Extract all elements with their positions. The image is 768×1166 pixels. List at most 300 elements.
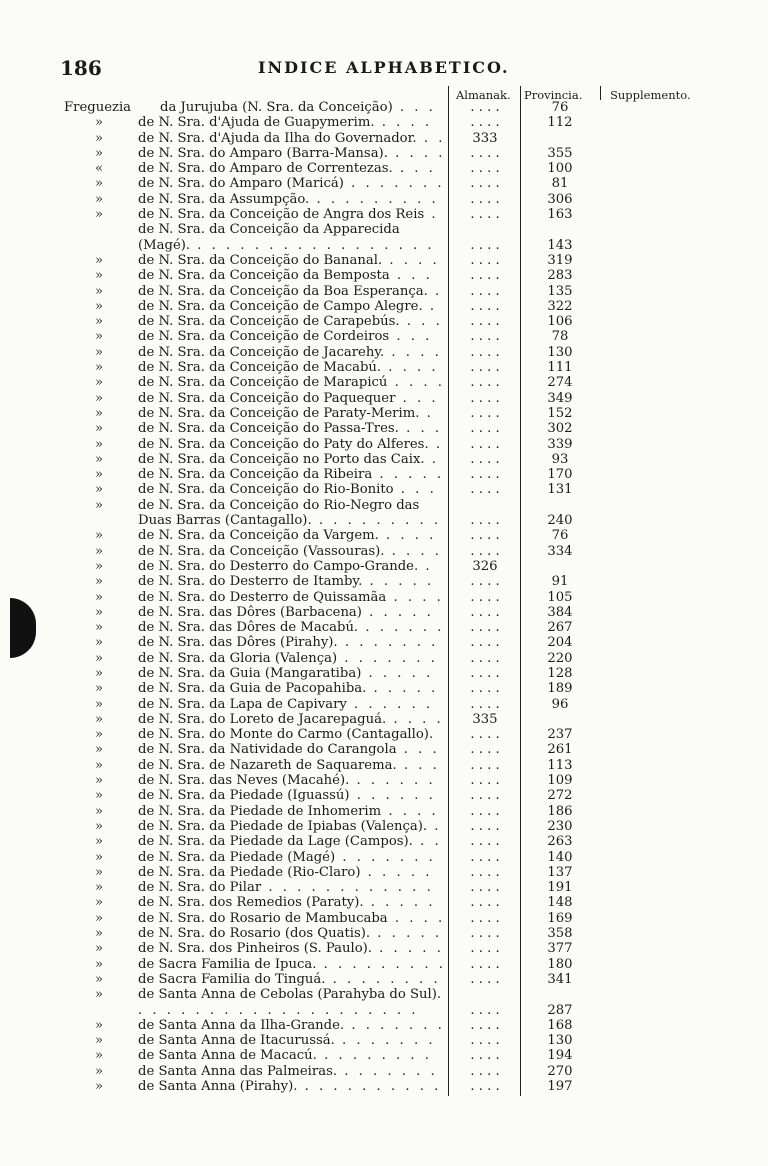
entry-description: de Santa Anna de Itacurussá. . . . . . . . (138, 1033, 436, 1049)
index-entry (0, 207, 768, 222)
provincia-page: 355 (547, 145, 573, 161)
ditto-mark: » (94, 497, 104, 513)
index-entry (0, 1064, 768, 1079)
ditto-mark: » (94, 788, 104, 804)
provincia-page: 78 (551, 329, 569, 345)
provincia-page: 91 (551, 574, 569, 590)
ditto-mark: » (94, 467, 104, 483)
index-entry (0, 544, 768, 559)
provincia-page: 130 (547, 1033, 573, 1049)
entry-description: de N. Sra. da Conceição de Jacarehy. . . . . (138, 344, 442, 360)
index-entry (0, 329, 768, 344)
entry-description: de N. Sra. da Natividade do Carangola . . . (138, 742, 440, 758)
almanak-page: . . . . (470, 1079, 500, 1094)
ditto-mark: » (94, 390, 104, 406)
ditto-mark: » (94, 207, 104, 223)
entry-description: de Santa Anna das Palmeiras. . . . . . . . (138, 1063, 438, 1079)
almanak-page: . . . . (470, 360, 500, 376)
entry-description: de N. Sra. do Rosario (dos Quatis). . . . . . (138, 926, 443, 942)
column-header-provincia: Provincia. (524, 88, 583, 102)
entry-description: de Santa Anna de Cebolas (Parahyba do Sul). . . . . . . . . . . . . . . . . . . . . (138, 987, 442, 1018)
ditto-mark: » (94, 834, 104, 850)
ditto-mark: » (94, 818, 104, 834)
almanak-page: . . . . (470, 818, 500, 834)
entry-description: de N. Sra. do Desterro de Quissamãa . . . . (138, 589, 444, 605)
ditto-mark: » (94, 589, 104, 605)
ditto-mark: » (94, 971, 104, 987)
almanak-page: . . . . (470, 1048, 500, 1064)
ditto-mark: » (94, 1063, 104, 1079)
index-entry (0, 605, 768, 620)
provincia-page: 135 (547, 283, 573, 299)
index-entry (0, 926, 768, 941)
almanak-page: . . . . (470, 268, 500, 284)
entry-description: de N. Sra. do Rosario de Mambucaba . . . . (138, 910, 446, 926)
index-entry (0, 758, 768, 773)
entry-description: de N. Sra. das Dôres (Barbacena) . . . . . (138, 604, 434, 620)
entry-description: de N. Sra. da Conceição da Boa Esperança. . (138, 283, 443, 299)
provincia-page: 261 (547, 742, 573, 758)
provincia-page: 186 (547, 803, 573, 819)
ditto-mark: » (94, 436, 104, 452)
almanak-page: . . . . (470, 252, 500, 268)
almanak-page: . . . . (470, 513, 500, 529)
index-entry (0, 635, 768, 650)
ditto-mark: » (94, 191, 104, 207)
almanak-page: . . . . (470, 742, 500, 758)
ditto-mark: » (94, 344, 104, 360)
almanak-page: . . . . (470, 773, 500, 789)
ditto-mark: » (94, 1079, 104, 1094)
provincia-page: 180 (547, 956, 573, 972)
index-entry (0, 299, 768, 314)
ditto-mark: » (94, 405, 104, 421)
provincia-page: 163 (547, 207, 573, 223)
ditto-mark: » (94, 956, 104, 972)
index-entry (0, 911, 768, 926)
provincia-page: 189 (547, 681, 573, 697)
provincia-page: 230 (547, 818, 573, 834)
provincia-page: 128 (547, 665, 573, 681)
provincia-page: 267 (547, 620, 573, 636)
almanak-page: . . . . (470, 620, 500, 636)
almanak-page: . . . . (470, 314, 500, 330)
provincia-page: 339 (547, 436, 573, 452)
almanak-page: . . . . (470, 849, 500, 865)
ditto-mark: » (94, 926, 104, 942)
index-entry (0, 773, 768, 788)
page-number: 186 (60, 56, 102, 80)
ditto-mark: » (94, 528, 104, 544)
index-entry (0, 941, 768, 956)
provincia-page: 322 (547, 298, 573, 314)
index-entry (0, 406, 768, 421)
almanak-page: . . . . (470, 528, 500, 544)
provincia-page: 341 (547, 971, 573, 987)
provincia-page: 93 (551, 451, 569, 467)
index-entry (0, 651, 768, 666)
ditto-mark: » (94, 252, 104, 268)
index-entry (0, 788, 768, 803)
index-entry (0, 697, 768, 712)
entry-description: de N. Sra. da Conceição de Macabú. . . . . (138, 360, 439, 376)
ditto-mark: » (94, 329, 104, 345)
ditto-mark: » (94, 1048, 104, 1064)
index-entry (0, 957, 768, 972)
provincia-page: 237 (547, 727, 573, 743)
entry-description: de N. Sra. d'Ajuda da Ilha do Governador. . . (138, 130, 446, 146)
entry-description: de N. Sra. da Conceição da Vargem. . . . . (138, 528, 437, 544)
entry-description: de N. Sra. da Conceição no Porto das Caix. . (138, 451, 439, 467)
almanak-page: . . . . (470, 298, 500, 314)
ditto-mark: » (94, 543, 104, 559)
index-entry (0, 1018, 768, 1033)
entry-description: de N. Sra. do Amparo (Barra-Mansa). . . . . (138, 145, 446, 161)
ditto-mark: » (94, 421, 104, 437)
entry-description: de N. Sra. da Conceição de Campo Alegre. . (138, 298, 438, 314)
ditto-mark: » (94, 727, 104, 743)
ditto-mark: » (94, 742, 104, 758)
ditto-mark: » (94, 650, 104, 666)
provincia-page: 76 (551, 100, 569, 115)
provincia-page: 240 (547, 513, 573, 529)
almanak-page: . . . . (470, 390, 500, 406)
ditto-mark: « (94, 161, 104, 177)
index-entry (0, 421, 768, 436)
almanak-page: . . . . (470, 1017, 500, 1033)
almanak-page: . . . . (470, 1033, 500, 1049)
provincia-page: 334 (547, 543, 573, 559)
entry-description: de N. Sra. do Amparo (Maricá) . . . . . . . (138, 176, 445, 192)
ditto-mark: » (94, 145, 104, 161)
index-entry (0, 253, 768, 268)
index-entry (0, 987, 768, 1018)
ditto-mark: » (94, 895, 104, 911)
provincia-page: 148 (547, 895, 573, 911)
ditto-mark: » (94, 665, 104, 681)
index-entry (0, 192, 768, 207)
almanak-page: . . . . (470, 696, 500, 712)
entry-description: de N. Sra. do Amparo de Correntezas. . . . (138, 161, 436, 177)
ditto-mark: » (94, 987, 104, 1003)
almanak-page: . . . . (470, 467, 500, 483)
almanak-page: . . . . (470, 329, 500, 345)
almanak-page: . . . . (470, 482, 500, 498)
provincia-page: 272 (547, 788, 573, 804)
ditto-mark: » (94, 773, 104, 789)
index-entry (0, 314, 768, 329)
entry-description: de N. Sra. da Conceição de Angra dos Reis . (138, 207, 439, 223)
ditto-mark: » (94, 268, 104, 284)
almanak-page: . . . . (470, 788, 500, 804)
entry-description: de N. Sra. das Neves (Macahé). . . . . . . (138, 773, 436, 789)
provincia-page: 283 (547, 268, 573, 284)
almanak-page: . . . . (470, 543, 500, 559)
entry-description: de N. Sra. da Piedade da Lage (Campos). . . (138, 834, 442, 850)
entry-prefix: Freguezia (64, 100, 132, 115)
index-entry (0, 850, 768, 865)
ditto-mark: » (94, 711, 104, 727)
entry-description: de N. Sra. da Conceição de Paraty-Merim. . (138, 405, 434, 421)
entry-description: de N. Sra. da Conceição do Paquequer . . . (138, 390, 439, 406)
entry-description: de N. Sra. da Piedade (Iguassú) . . . . . . (138, 788, 436, 804)
ditto-mark: » (94, 360, 104, 376)
index-entry (0, 146, 768, 161)
provincia-page: 204 (547, 635, 573, 651)
provincia-page: 113 (547, 757, 573, 773)
almanak-page: . . . . (470, 803, 500, 819)
provincia-page: 106 (547, 314, 573, 330)
index-entry (0, 115, 768, 130)
entry-description: de N. Sra. da Conceição de Cordeiros . . . (138, 329, 433, 345)
ditto-mark: » (94, 574, 104, 590)
entry-description: de Sacra Familia do Tinguá. . . . . . . . . (138, 971, 441, 987)
entry-description: de N. Sra. da Piedade de Inhomerim . . . . (138, 803, 439, 819)
provincia-page: 137 (547, 864, 573, 880)
almanak-page: . . . . (470, 161, 500, 177)
provincia-page: 197 (547, 1079, 573, 1094)
provincia-page: 319 (547, 252, 573, 268)
almanak-page: . . . . (470, 971, 500, 987)
provincia-page: 140 (547, 849, 573, 865)
provincia-page: 377 (547, 941, 573, 957)
entry-description: de Santa Anna (Pirahy). . . . . . . . . . . (138, 1079, 442, 1094)
entry-description: de N. Sra. da Conceição da Apparecida (Magé). . . . . . . . . . . . . . . . . . (138, 222, 435, 253)
provincia-page: 170 (547, 467, 573, 483)
almanak-page: . . . . (470, 145, 500, 161)
entry-description: de Santa Anna de Macacú. . . . . . . . . (138, 1048, 432, 1064)
provincia-page: 220 (547, 650, 573, 666)
index-entry (0, 1079, 768, 1094)
provincia-page: 76 (551, 528, 569, 544)
almanak-page: . . . . (470, 1063, 500, 1079)
index-entry (0, 1033, 768, 1048)
index-entry (0, 742, 768, 757)
index-entry (0, 559, 768, 574)
entry-description: de N. Sra. dos Pinheiros (S. Paulo). . . . . . (138, 941, 444, 957)
almanak-page: . . . . (470, 650, 500, 666)
provincia-page: 109 (547, 773, 573, 789)
entry-description: de N. Sra. da Conceição de Marapicú . . . . (138, 375, 445, 391)
entry-description: de N. Sra. da Conceição do Bananal. . . . . (138, 252, 440, 268)
index-entry (0, 865, 768, 880)
entry-description: de N. Sra. do Loreto de Jacarepaguá. . . . . (138, 711, 444, 727)
entry-description: de N. Sra. da Guia (Mangaratiba) . . . . . (138, 665, 434, 681)
provincia-page: 105 (547, 589, 573, 605)
index-entry (0, 161, 768, 176)
almanak-page: . . . . (470, 864, 500, 880)
index-entry (0, 498, 768, 529)
provincia-page: 81 (551, 176, 569, 192)
index-entry (0, 100, 768, 115)
entry-description: de N. Sra. da Conceição de Carapebús. . . . (138, 314, 443, 330)
index-entry (0, 467, 768, 482)
index-entry (0, 345, 768, 360)
almanak-page: . . . . (470, 574, 500, 590)
provincia-page: 111 (547, 360, 573, 376)
provincia-page: 168 (547, 1017, 573, 1033)
entry-description: de N. Sra. do Pilar . . . . . . . . . . . . (138, 880, 434, 896)
almanak-page: . . . . (470, 344, 500, 360)
ditto-mark: » (94, 803, 104, 819)
almanak-page: . . . . (470, 375, 500, 391)
almanak-page: 333 (472, 130, 498, 146)
entry-description: de N. Sra. da Conceição da Ribeira . . . . . (138, 467, 445, 483)
index-entry (0, 391, 768, 406)
entry-description: de N. Sra. da Piedade (Rio-Claro) . . . . . (138, 864, 433, 880)
column-header-supplemento: Supplemento. (610, 88, 691, 102)
ditto-mark: » (94, 849, 104, 865)
index-entry (0, 666, 768, 681)
provincia-page: 384 (547, 604, 573, 620)
almanak-page: . . . . (470, 727, 500, 743)
almanak-page: . . . . (470, 681, 500, 697)
ditto-mark: » (94, 1017, 104, 1033)
almanak-page: . . . . (470, 115, 500, 131)
almanak-page: . . . . (470, 604, 500, 620)
provincia-page: 270 (547, 1063, 573, 1079)
ditto-mark: » (94, 176, 104, 192)
index-entry (0, 375, 768, 390)
index-entry (0, 452, 768, 467)
ditto-mark: » (94, 910, 104, 926)
entry-description: de N. Sra. da Assumpção. . . . . . . . . . (138, 191, 439, 207)
provincia-page: 191 (547, 880, 573, 896)
entry-description: de N. Sra. do Monte do Carmo (Cantagallo). (138, 727, 434, 743)
index-entry (0, 131, 768, 146)
index-entry (0, 727, 768, 742)
entry-description: de N. Sra. de Nazareth de Saquarema. . . . (138, 757, 440, 773)
provincia-page: 100 (547, 161, 573, 177)
entry-description: de N. Sra. das Dôres de Macabú. . . . . . . (138, 620, 445, 636)
almanak-page: 326 (472, 558, 498, 574)
entry-description: de N. Sra. da Conceição da Bemposta . . . (138, 268, 433, 284)
almanak-page: . . . . (470, 926, 500, 942)
index-entry (0, 437, 768, 452)
almanak-page: . . . . (470, 635, 500, 651)
almanak-page: . . . . (470, 176, 500, 192)
almanak-page: 335 (472, 711, 498, 727)
provincia-page: 349 (547, 390, 573, 406)
entry-description: de N. Sra. da Conceição do Paty do Alferes. . (138, 436, 444, 452)
index-entry (0, 284, 768, 299)
index-entry (0, 895, 768, 910)
almanak-page: . . . . (470, 757, 500, 773)
provincia-page: 96 (551, 696, 569, 712)
ditto-mark: » (94, 298, 104, 314)
ditto-mark: » (94, 1033, 104, 1049)
index-entry (0, 590, 768, 605)
ditto-mark: » (94, 283, 104, 299)
entry-description: de N. Sra. das Dôres (Pirahy). . . . . . . . (138, 635, 439, 651)
entry-description: de N. Sra. da Conceição do Rio-Bonito . . . (138, 482, 437, 498)
column-header-almanak: Almanak. (456, 88, 511, 102)
provincia-page: 287 (547, 1002, 573, 1018)
ditto-mark: » (94, 375, 104, 391)
provincia-page: 130 (547, 344, 573, 360)
ditto-mark: » (94, 451, 104, 467)
ditto-mark: » (94, 941, 104, 957)
provincia-page: 194 (547, 1048, 573, 1064)
index-entry (0, 681, 768, 696)
index-entry (0, 176, 768, 191)
ditto-mark: » (94, 130, 104, 146)
almanak-page: . . . . (470, 941, 500, 957)
ditto-mark: » (94, 757, 104, 773)
index-entry (0, 1048, 768, 1063)
ditto-mark: » (94, 635, 104, 651)
almanak-page: . . . . (470, 283, 500, 299)
index-entry (0, 268, 768, 283)
index-entry (0, 482, 768, 497)
index-entry (0, 880, 768, 895)
provincia-page: 169 (547, 910, 573, 926)
ditto-mark: » (94, 864, 104, 880)
ditto-mark: » (94, 880, 104, 896)
almanak-page: . . . . (470, 895, 500, 911)
entry-description: de N. Sra. da Lapa de Capivary . . . . . . (138, 696, 434, 712)
almanak-page: . . . . (470, 421, 500, 437)
entry-description: de N. Sra. do Desterro do Campo-Grande. . (138, 558, 433, 574)
entry-description: da Jurujuba (N. Sra. da Conceição) . . . (160, 100, 436, 115)
ditto-mark: » (94, 696, 104, 712)
ditto-mark: » (94, 604, 104, 620)
index-entry (0, 222, 768, 253)
ditto-mark: » (94, 115, 104, 131)
index-entry (0, 574, 768, 589)
index-entry (0, 819, 768, 834)
provincia-page: 274 (547, 375, 573, 391)
entry-description: de N. Sra. da Conceição do Passa-Tres. . . . (138, 421, 443, 437)
running-title: INDICE ALPHABETICO. (258, 58, 510, 77)
index-entry (0, 620, 768, 635)
provincia-page: 143 (547, 237, 573, 253)
column-rule (600, 86, 601, 100)
almanak-page: . . . . (470, 436, 500, 452)
almanak-page: . . . . (470, 910, 500, 926)
index-entry (0, 528, 768, 543)
index-entry (0, 834, 768, 849)
almanak-page: . . . . (470, 956, 500, 972)
ditto-mark: » (94, 620, 104, 636)
index-entry (0, 360, 768, 375)
almanak-page: . . . . (470, 405, 500, 421)
provincia-page: 358 (547, 926, 573, 942)
provincia-page: 112 (547, 115, 573, 131)
almanak-page: . . . . (470, 589, 500, 605)
entry-description: de N. Sra. da Gloria (Valença) . . . . . . . (138, 650, 438, 666)
almanak-page: . . . . (470, 207, 500, 223)
almanak-page: . . . . (470, 665, 500, 681)
almanak-page: . . . . (470, 100, 500, 115)
provincia-page: 131 (547, 482, 573, 498)
almanak-page: . . . . (470, 1002, 500, 1018)
entry-description: de N. Sra. d'Ajuda de Guapymerim. . . . . (138, 115, 433, 131)
provincia-page: 263 (547, 834, 573, 850)
entry-description: de N. Sra. da Piedade (Magé) . . . . . . . (138, 849, 436, 865)
index-entry (0, 972, 768, 987)
almanak-page: . . . . (470, 451, 500, 467)
provincia-page: 302 (547, 421, 573, 437)
entry-description: de N. Sra. da Conceição do Rio-Negro das Duas Barras (Cantagallo). . . . . . . . . . (138, 497, 442, 529)
entry-description: de N. Sra. da Guia de Pacopahiba. . . . . . (138, 681, 439, 697)
entry-description: de N. Sra. da Conceição (Vassouras). . . . . (138, 543, 443, 559)
index-entry (0, 712, 768, 727)
almanak-page: . . . . (470, 880, 500, 896)
almanak-page: . . . . (470, 237, 500, 253)
provincia-page: 306 (547, 191, 573, 207)
entry-description: de Sacra Familia de Ipuca. . . . . . . . . . (138, 956, 446, 972)
